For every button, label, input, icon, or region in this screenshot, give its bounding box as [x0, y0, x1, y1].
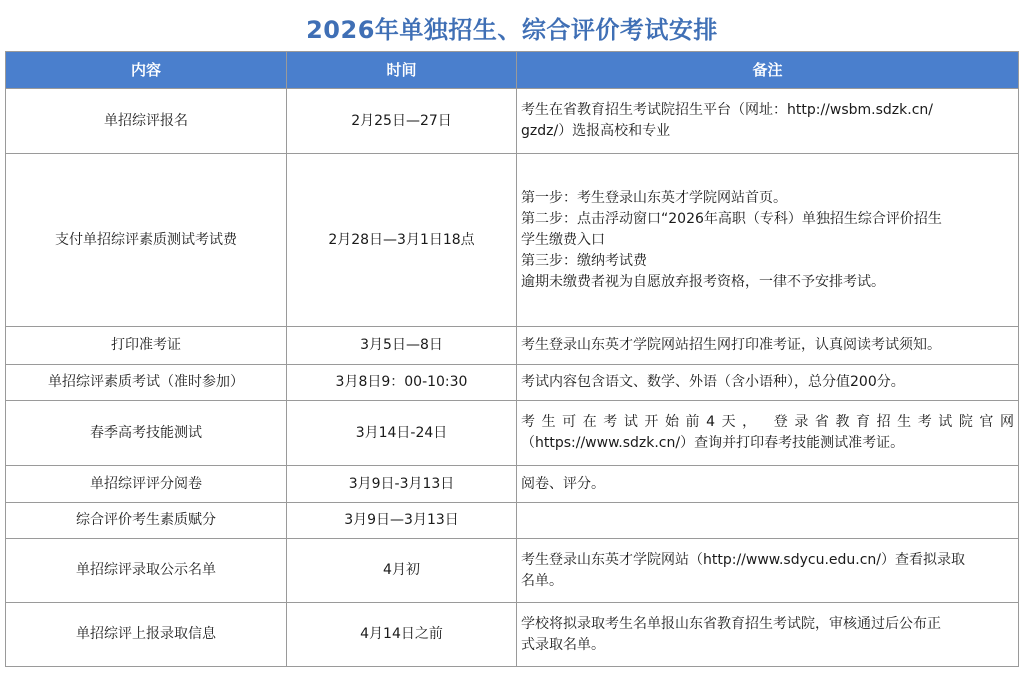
- cell-note: [517, 603, 1019, 667]
- table-row: [6, 539, 1019, 603]
- note-line: 考生登录山东英才学院网站（http://www.sdycu.edu.cn/）查看拟录取: [521, 551, 965, 568]
- table-row: [6, 365, 1019, 401]
- cell-content: 单招综评录取公示名单: [6, 539, 287, 603]
- cell-note: [517, 89, 1019, 154]
- note-line: 阅卷、评分。: [521, 475, 605, 492]
- cell-time: 4月14日之前: [287, 603, 517, 667]
- table-row: [6, 154, 1019, 327]
- cell-note: [517, 539, 1019, 603]
- cell-note: [517, 503, 1019, 539]
- table-row: [6, 466, 1019, 503]
- note-line: 考生在省教育招生考试院招生平台（网址：http://wsbm.sdzk.cn/: [521, 102, 933, 118]
- table-row: [6, 503, 1019, 539]
- note-line: 逾期未缴费者视为自愿放弃报考资格，一律不予安排考试。: [521, 273, 885, 290]
- note-line: gzdz/）选报高校和专业: [521, 123, 671, 139]
- cell-time: 3月14日-24日: [287, 401, 517, 466]
- note-line: 第二步：点击浮动窗口“2026年高职（专科）单独招生综合评价招生: [521, 210, 942, 227]
- column-header-time: 时间: [287, 52, 517, 89]
- cell-content: 单招综评报名: [6, 89, 287, 154]
- cell-time: 4月初: [287, 539, 517, 603]
- cell-content: 综合评价考生素质赋分: [6, 503, 287, 539]
- table-row: [6, 89, 1019, 154]
- note-line: 学生缴费入口: [521, 231, 605, 248]
- note-line: 考生登录山东英才学院网站招生网打印准考证，认真阅读考试须知。: [521, 337, 941, 353]
- cell-note: [517, 401, 1019, 466]
- note-line: 学校将拟录取考生名单报山东省教育招生考试院，审核通过后公布正: [521, 615, 941, 632]
- table-row: [6, 401, 1019, 466]
- cell-time: 2月25日—27日: [287, 89, 517, 154]
- cell-time: 3月8日9：00-10:30: [287, 365, 517, 401]
- cell-note: [517, 327, 1019, 365]
- table-header-row: [6, 52, 1019, 89]
- cell-content: 支付单招综评素质测试考试费: [6, 154, 287, 327]
- column-header-content: 内容: [6, 52, 287, 89]
- note-line: 考生可在考试开始前4天， 登录省教育招生考试院官网: [521, 414, 1014, 430]
- page-title: 2026年单独招生、综合评价考试安排: [306, 16, 718, 44]
- cell-content: 打印准考证: [6, 327, 287, 365]
- cell-time: 3月5日—8日: [287, 327, 517, 365]
- note-line: 名单。: [521, 572, 563, 589]
- note-line: 第一步：考生登录山东英才学院网站首页。: [521, 189, 787, 206]
- note-line: 式录取名单。: [521, 636, 605, 653]
- note-line: 考试内容包含语文、数学、外语（含小语种），总分值200分。: [521, 374, 905, 390]
- table-row: [6, 327, 1019, 365]
- cell-content: 单招综评评分阅卷: [6, 466, 287, 503]
- cell-content: 单招综评素质考试（准时参加）: [6, 365, 287, 401]
- note-line: （https://www.sdzk.cn/）查询并打印春考技能测试准考证。: [521, 435, 905, 451]
- cell-time: 3月9日-3月13日: [287, 466, 517, 503]
- cell-time: 3月9日—3月13日: [287, 503, 517, 539]
- cell-content: 春季高考技能测试: [6, 401, 287, 466]
- cell-content: 单招综评上报录取信息: [6, 603, 287, 667]
- cell-note: [517, 365, 1019, 401]
- cell-note: [517, 466, 1019, 503]
- column-header-note: 备注: [517, 52, 1019, 89]
- cell-time: 2月28日—3月1日18点: [287, 154, 517, 327]
- cell-note: [517, 154, 1019, 327]
- table-row: [6, 603, 1019, 667]
- schedule-table: [5, 51, 1019, 667]
- note-line: 第三步：缴纳考试费: [521, 252, 647, 269]
